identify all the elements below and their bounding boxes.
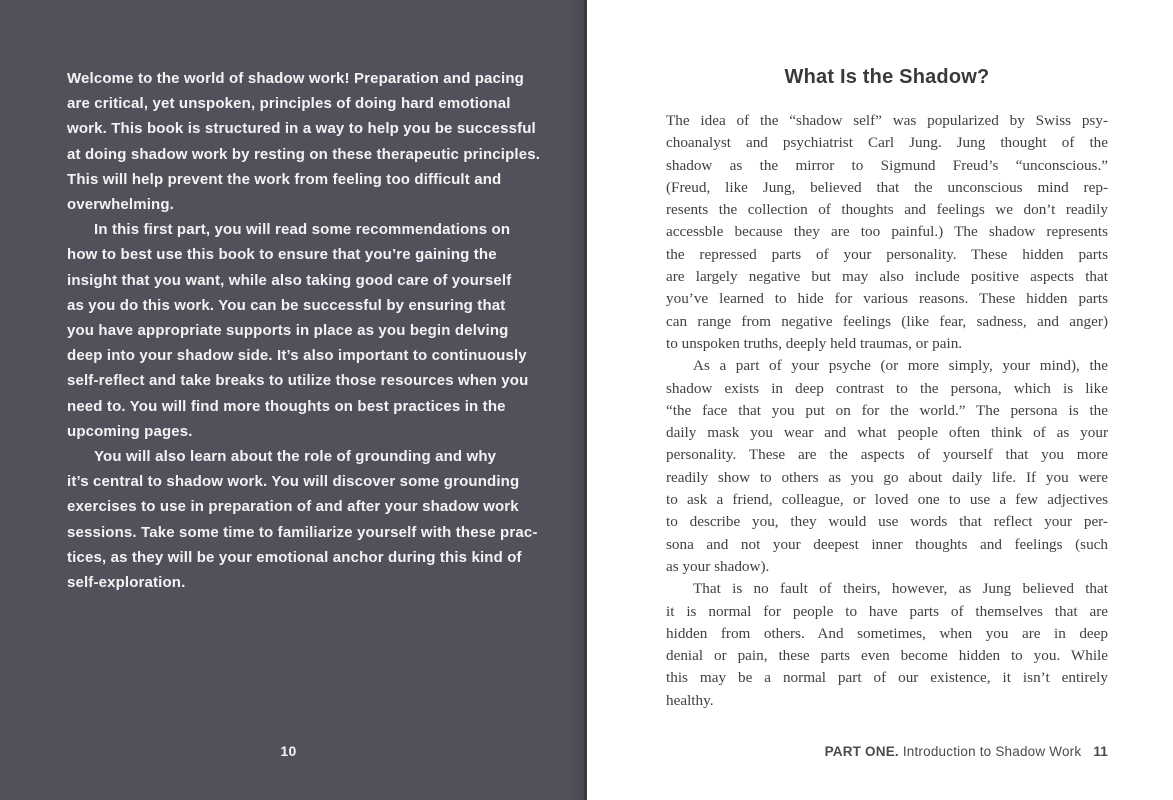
left-page [0,0,584,800]
text-line: deep into your shadow side. It’s also important to continuously [67,347,527,365]
text-line: denial or pain, these parts even become hidden to you. While [666,647,1108,665]
text-line: sessions. Take some time to familiarize yourself with these prac- [67,523,538,541]
text-line: are critical, yet unspoken, principles of doing hard emotional [67,95,511,113]
text-line: insight that you want, while also taking good care of yourself [67,271,512,289]
text-line: to describe you, they would use words that reflect your per- [666,513,1108,531]
chapter-heading: What Is the Shadow? [784,66,990,88]
text-line: Welcome to the world of shadow work! Preparation and pacing [67,70,524,87]
text-line: shadow exists in deep contrast to the persona, which is like [666,379,1108,397]
text-line: tices, as they will be your emotional anchor during this kind of [67,548,522,566]
paragraph [666,578,1108,712]
text-line: it is normal for people to have parts of themselves that are [666,602,1108,620]
text-line: you have appropriate supports in place as you begin delving [67,322,509,340]
text-line: can range from negative feelings (like fear, sadness, and anger) [666,312,1108,330]
paragraph [67,444,537,595]
footer-part-label: PART ONE. [824,744,899,759]
text-line: In this first part, you will read some recommendations on [94,221,511,239]
text-line: You will also learn about the role of grounding and why [94,448,497,466]
text-line: self-reflect and take breaks to utilize those resources when you [67,372,529,390]
text-line: as your shadow). [666,557,770,575]
text-line: healthy. [666,691,714,709]
text-line: personality. These are the aspects of yourself that you more [666,446,1108,464]
text-line: this may be a normal part of our existence, it isn’t entirely [666,669,1108,687]
text-line: shadow as the mirror to Sigmund Freud’s “unconscious.” [666,156,1108,174]
text-line: at doing shadow work by resting on these therapeutic principles. [67,145,541,163]
text-line: need to. You will find more thoughts on best practices in the [67,397,506,415]
text-line: hidden from others. And sometimes, when you are in deep [666,624,1108,642]
right-page-number: 11 [1093,744,1108,759]
text-line: how to best use this book to ensure that you’re gaining the [67,246,497,264]
text-line: accessble because they are too painful.) The shadow represents [666,223,1108,241]
paragraph [67,217,537,444]
left-page-text [67,66,541,595]
text-line: are largely negative but may also include positive aspects that [666,268,1108,286]
text-line: The idea of the “shadow self” was popularized by Swiss psy- [666,112,1108,129]
text-line: upcoming pages. [67,422,193,440]
text-line: as you do this work. You can be successful by ensuring that [67,296,506,314]
text-line: sona and not your deepest inner thoughts and feelings (such [666,535,1108,553]
text-line: As a part of your psyche (or more simply, your mind), the [693,357,1108,375]
text-line: work. This book is structured in a way to help you be successful [67,120,536,138]
paragraph [666,110,1108,355]
left-page-number: 10 [280,743,297,759]
text-line: the repressed parts of your personality. These hidden parts [666,245,1108,263]
paragraph [67,66,541,217]
text-line: self-exploration. [67,574,186,592]
footer-chapter-title: Introduction to Shadow Work [898,744,1082,759]
text-line: to ask a friend, colleague, or loved one to use a few adjectives [666,491,1108,509]
text-line: That is no fault of theirs, however, as Jung believed that [693,580,1108,598]
text-line: daily mask you wear and what people often think of as your [666,424,1108,442]
text-line: overwhelming. [67,196,174,214]
text-line: This will help prevent the work from feeling too difficult and [67,170,502,188]
text-line: exercises to use in preparation of and after your shadow work [67,498,519,516]
right-page [587,0,1173,800]
text-line: (Freud, like Jung, believed that the unconscious mind rep- [666,178,1108,196]
text-line: resents the collection of thoughts and feelings we don’t readily [666,201,1108,219]
text-line: readily show to others as you go about daily life. If you were [666,468,1108,486]
paragraph [666,355,1108,578]
text-line: you’ve learned to hide for various reasons. These hidden parts [666,290,1108,308]
right-page-text [666,110,1108,712]
right-page-footer [666,744,1108,759]
text-line: “the face that you put on for the world.” The persona is the [666,401,1108,419]
text-line: to unspoken truths, deeply held traumas, or pain. [666,334,963,352]
text-line: it’s central to shadow work. You will discover some grounding [67,473,520,491]
text-line: choanalyst and psychiatrist Carl Jung. Jung thought of the [666,134,1108,152]
